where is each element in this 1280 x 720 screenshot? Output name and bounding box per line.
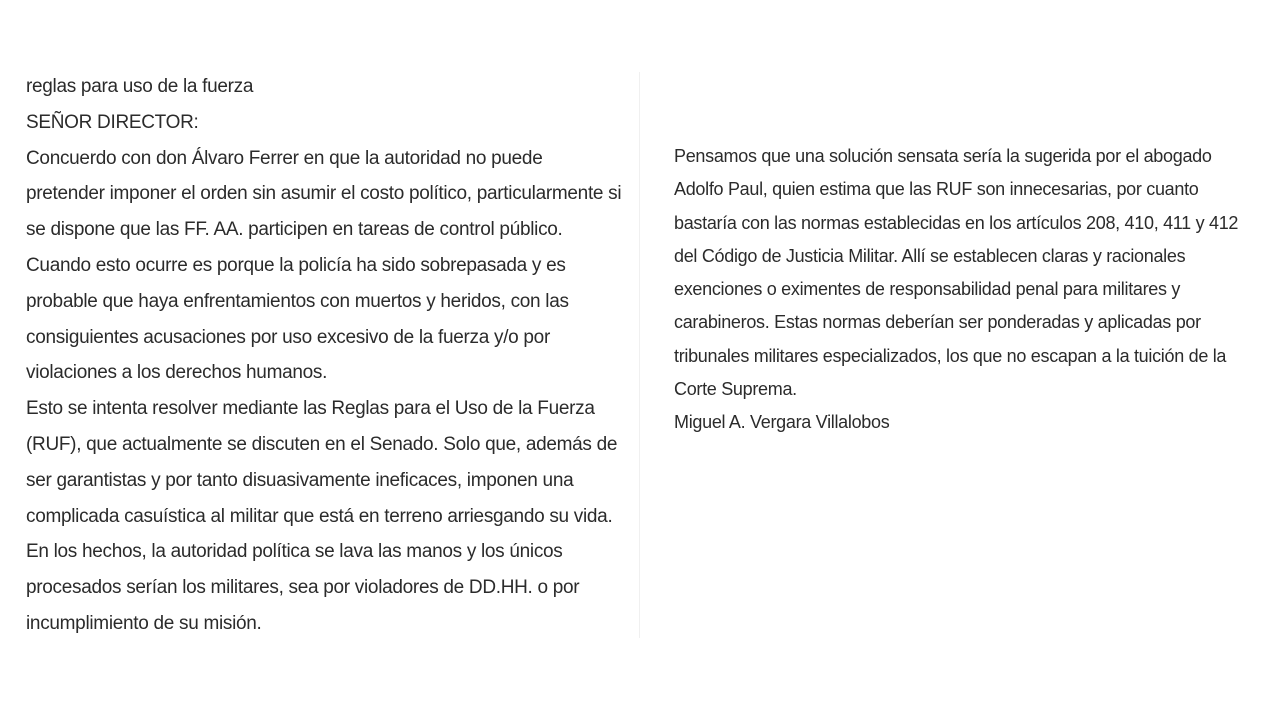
letter-title: reglas para uso de la fuerza [26,76,254,97]
paragraph: Esto se intenta resolver mediante las Reglas para el Uso de la Fuerza (RUF), que actualmente se discuten en el Senado. Solo que, además de ser garantistas y por tanto disuasivamente ineficaces, imponen una complicada casuística al militar que está en terreno arriesgando su vida. [26,398,618,527]
signature: Miguel A. Vergara Villalobos [674,412,890,433]
column-divider [639,72,640,638]
left-column [26,69,626,642]
paragraph: Cuando esto ocurre es porque la policía ha sido sobrepasada y es probable que haya enfrentamientos con muertos y heridos, con las consiguientes acusaciones por uso excesivo de la fuerza y/o por violaciones a los derechos humanos. [26,254,569,384]
paragraph: Concuerdo con don Álvaro Ferrer en que la autoridad no puede pretender imponer el orden sin asumir el costo político, particularmente si se dispone que las FF. AA. participen en tareas de control público. [26,147,622,241]
right-column [674,140,1264,440]
paragraph: Pensamos que una solución sensata sería la sugerida por el abogado Adolfo Paul, quien estima que las RUF son innecesarias, por cuanto bastaría con las normas establecidas en los artículos 208, 410, 411 y 412 del Código de Justicia Militar. Allí se establecen claras y racionales exenciones o eximentes de responsabilidad penal para militares y carabineros. Estas normas deberían ser ponderadas y aplicadas por tribunales militares especializados, los que no escapan a la tuición de la Corte Suprema. [674,146,1239,400]
salutation: SEÑOR DIRECTOR: [26,111,199,133]
paragraph: En los hechos, la autoridad política se lava las manos y los únicos procesados serían los militares, sea por violadores de DD.HH. o por incumplimiento de su misión. [26,541,580,634]
